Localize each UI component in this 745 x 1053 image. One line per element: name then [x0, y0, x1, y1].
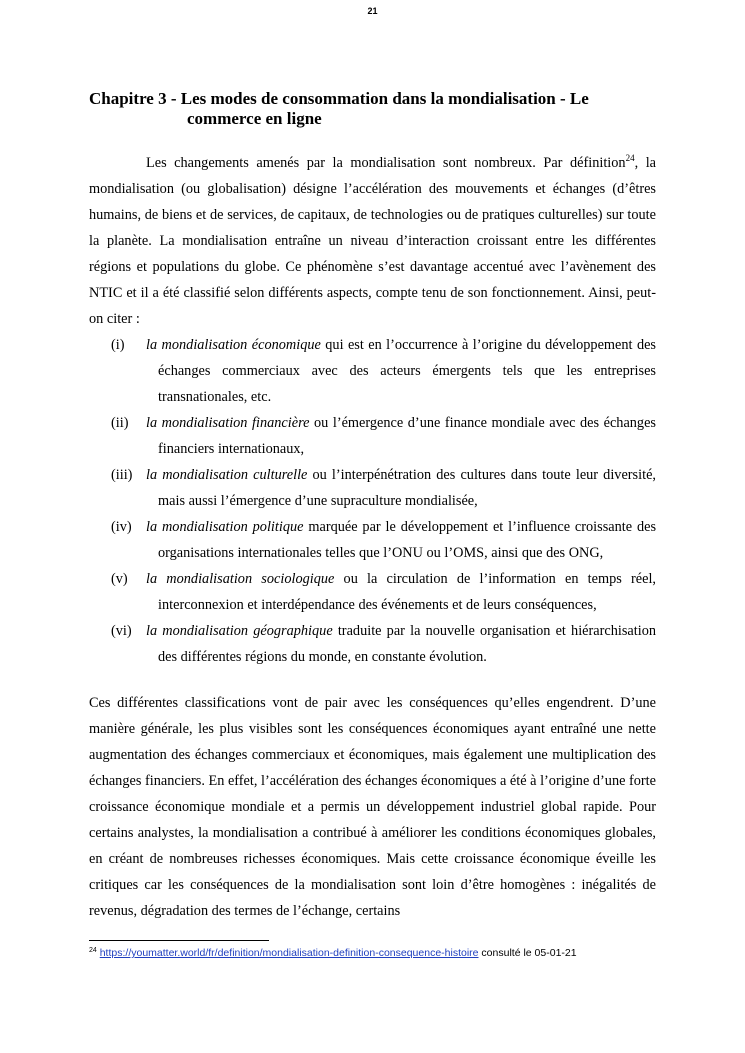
footnote-reference: 24: [625, 153, 635, 163]
list-item-text: traduite par la nouvelle organisation et hiérarchisation des différentes régions du monde, en constante évolution.: [158, 623, 656, 665]
list-marker: (ii): [111, 415, 129, 431]
footnote-link[interactable]: https://youmatter.world/fr/definition/mondialisation-definition-consequence-histoire: [99, 947, 479, 959]
list-item-text: marquée par le développement et l’influence croissante des organisations internationales telles que l’ONU ou l’OMS, ainsi que des ONG,: [158, 519, 657, 561]
intro-text-rest: , la mondialisation (ou globalisation) désigne l’accélération des mouvements et échanges (d’êtres humains, de biens et de services, de capitaux, de technologies ou de pratiques culturelles) sur toute la planète. La mondialisation entraîne un niveau d’interaction croissant entre les différentes régions et populations du globe. Ce phénomène s’est davantage accentué avec l’avènement des NTIC et il a été classifié selon différents aspects, compte tenu de son fonctionnement. Ainsi, peut-on citer :: [89, 155, 657, 327]
footnote: [89, 946, 689, 960]
list-item: [89, 410, 656, 462]
list-item-term: la mondialisation géographique: [146, 623, 333, 639]
footnote-divider: [89, 940, 269, 941]
intro-section: [89, 150, 656, 670]
list-item-text: ou la circulation de l’information en temps réel, interconnexion et interdépendance des événements et de leurs conséquences,: [158, 571, 656, 613]
page-number: 21: [367, 6, 378, 16]
list-item: [89, 332, 656, 410]
chapter-title: [89, 89, 649, 129]
list-item: [89, 514, 656, 566]
list-item-term: la mondialisation sociologique: [146, 571, 335, 587]
footnote-consulted-date: consulté le 05-01-21: [478, 947, 577, 959]
list-item: [89, 618, 656, 670]
list-item-text: ou l’émergence d’une finance mondiale avec des échanges financiers internationaux,: [158, 415, 656, 457]
chapter-title-line1: Chapitre 3 - Les modes de consommation dans la mondialisation - Le: [89, 89, 589, 108]
chapter-title-line2: commerce en ligne: [187, 109, 322, 128]
list-marker: (i): [111, 337, 125, 353]
list-marker: (iv): [111, 519, 132, 535]
intro-text-start: Les changements amenés par la mondialisation sont nombreux. Par définition: [146, 155, 626, 171]
list-marker: (vi): [111, 623, 132, 639]
list-item-term: la mondialisation économique: [146, 337, 321, 353]
consequences-paragraph: Ces différentes classifications vont de pair avec les conséquences qu’elles engendrent. D’une manière générale, les plus visibles sont les conséquences économiques ayant entraîné une nette augmentation des échanges commerciaux et économiques, mais également une multiplication des échanges financiers. En effet, l’accélération des échanges économiques a été à l’origine d’une forte croissance économique mondiale et a permis un développement industriel global rapide. Pour certains analystes, la mondialisation a contribué à améliorer les conditions économiques globales, en créant de nombreuses richesses économiques. Mais cette croissance économique éveille les critiques car les conséquences de la mondialisation sont loin d’être homogènes : inégalités de revenus, dégradation des termes de l’échange, certains: [89, 695, 656, 919]
intro-paragraph: [89, 150, 656, 332]
list-item-term: la mondialisation culturelle: [146, 467, 308, 483]
list-item-term: la mondialisation politique: [146, 519, 304, 535]
list-item: [89, 462, 656, 514]
list-item-text: qui est en l’occurrence à l’origine du développement des échanges commerciaux avec des acteurs émergents tels que les entreprises transnationales, etc.: [158, 337, 656, 405]
globalization-types-list: [89, 332, 656, 670]
list-marker: (v): [111, 571, 128, 587]
list-item: [89, 566, 656, 618]
list-marker: (iii): [111, 467, 133, 483]
list-item-term: la mondialisation financière: [146, 415, 310, 431]
footnote-number: 24: [89, 947, 97, 954]
list-item-text: ou l’interpénétration des cultures dans toute leur diversité, mais aussi l’émergence d’une supraculture mondialisée,: [158, 467, 656, 509]
